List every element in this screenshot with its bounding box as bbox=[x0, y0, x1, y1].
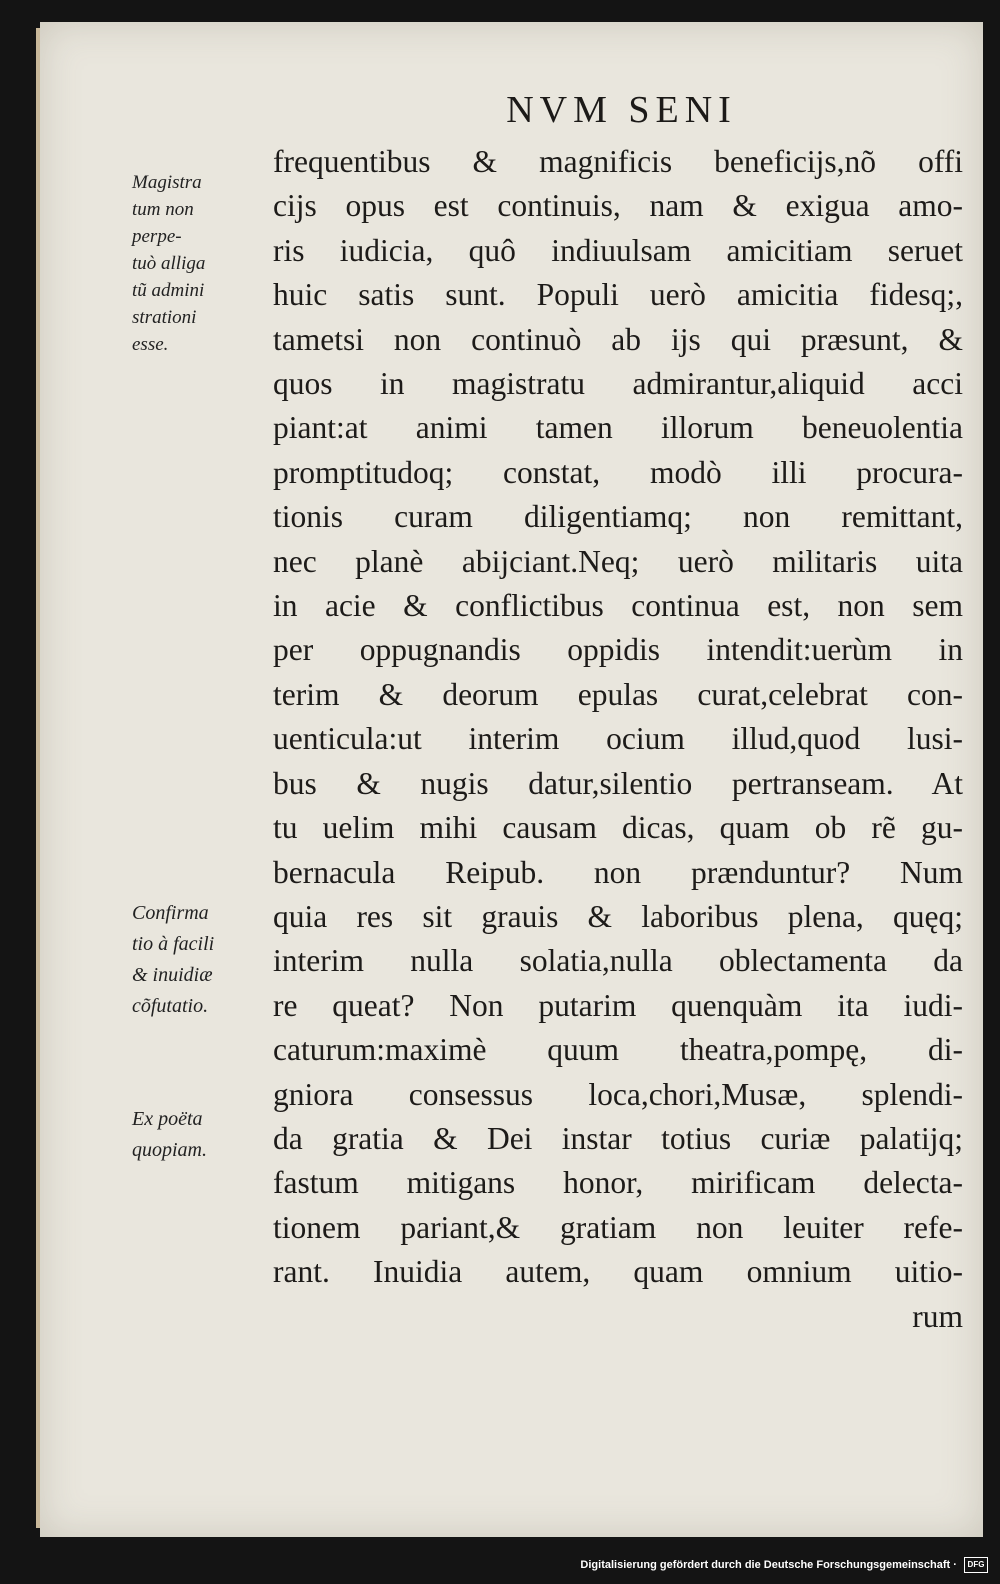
body-line: da gratia & Dei instar totius curiæ palatijq; bbox=[273, 1120, 963, 1156]
margin-note-line: quopiam. bbox=[132, 1139, 207, 1161]
body-line: nec planè abijciant.Neq; uerò militaris uita bbox=[273, 543, 963, 579]
margin-note-line: perpe- bbox=[132, 226, 182, 247]
body-line: bus & nugis datur,silentio pertranseam. At bbox=[273, 765, 963, 801]
footer-text: Digitalisierung gefördert durch die Deutsche Forschungsgemeinschaft · bbox=[580, 1559, 957, 1571]
body-line: gniora consessus loca,chori,Musæ, splendi- bbox=[273, 1076, 963, 1112]
body-line: quia res sit grauis & laboribus plena, quęq; bbox=[273, 898, 963, 934]
margin-note-line: esse. bbox=[132, 334, 169, 355]
margin-note-line: cõfutatio. bbox=[132, 995, 209, 1017]
margin-note-line: Confirma bbox=[132, 902, 209, 924]
margin-note-line: tio à facili bbox=[132, 933, 215, 955]
body-line: terim & deorum epulas curat,celebrat con- bbox=[273, 676, 963, 712]
body-line: rant. Inuidia autem, quam omnium uitio- bbox=[273, 1254, 963, 1290]
body-line: huic satis sunt. Populi uerò amicitia fidesq;, bbox=[273, 277, 963, 313]
body-line: cijs opus est continuis, nam & exigua amo- bbox=[273, 188, 963, 224]
body-line: caturum:maximè quum theatra,pompę, di- bbox=[273, 1032, 963, 1068]
margin-note-line: strationi bbox=[132, 307, 197, 328]
body-line: tionis curam diligentiamq; non remittant, bbox=[273, 499, 963, 535]
body-line: tametsi non continuò ab ijs qui præsunt, & bbox=[273, 321, 963, 357]
margin-note-magistratum bbox=[132, 169, 267, 358]
body-line: tionem pariant,& gratiam non leuiter refe- bbox=[273, 1209, 963, 1245]
body-line: piant:at animi tamen illorum beneuolentia bbox=[273, 410, 963, 446]
margin-note-line: Magistra bbox=[132, 172, 202, 193]
body-line: frequentibus & magnificis beneficijs,nõ offi bbox=[273, 144, 963, 179]
body-line: interim nulla solatia,nulla oblectamenta da bbox=[273, 943, 963, 979]
body-line: bernacula Reipub. non prænduntur? Num bbox=[273, 854, 963, 890]
body-line: uenticula:ut interim ocium illud,quod lusi- bbox=[273, 721, 963, 757]
body-line: ris iudicia, quô indiuulsam amicitiam seruet bbox=[273, 232, 963, 268]
footer-credit bbox=[0, 1552, 1000, 1578]
margin-note-line: tuò alliga bbox=[132, 253, 206, 274]
body-line: fastum mitigans honor, mirificam delecta- bbox=[273, 1165, 963, 1201]
book-page bbox=[40, 22, 983, 1537]
body-text bbox=[273, 140, 963, 1339]
margin-note-line: tum non bbox=[132, 199, 194, 220]
body-line: rum bbox=[912, 1298, 963, 1334]
body-line: re queat? Non putarim quenquàm ita iudi- bbox=[273, 987, 963, 1023]
dfg-logo-icon: DFG bbox=[964, 1557, 988, 1573]
margin-note-ex-poeta bbox=[132, 1104, 267, 1166]
margin-note-confirmatio bbox=[132, 898, 267, 1022]
running-head: NVM SENI bbox=[506, 89, 737, 131]
margin-note-line: tũ admini bbox=[132, 280, 205, 301]
body-line: quos in magistratu admirantur,aliquid acci bbox=[273, 366, 963, 402]
body-line: promptitudoq; constat, modò illi procura- bbox=[273, 454, 963, 490]
margin-note-line: & inuidiæ bbox=[132, 964, 213, 986]
body-line: in acie & conflictibus continua est, non sem bbox=[273, 588, 963, 624]
body-line: tu uelim mihi causam dicas, quam ob rẽ gu- bbox=[273, 810, 963, 846]
body-line: per oppugnandis oppidis intendit:uerùm in bbox=[273, 632, 963, 668]
margin-note-line: Ex poëta bbox=[132, 1108, 203, 1130]
